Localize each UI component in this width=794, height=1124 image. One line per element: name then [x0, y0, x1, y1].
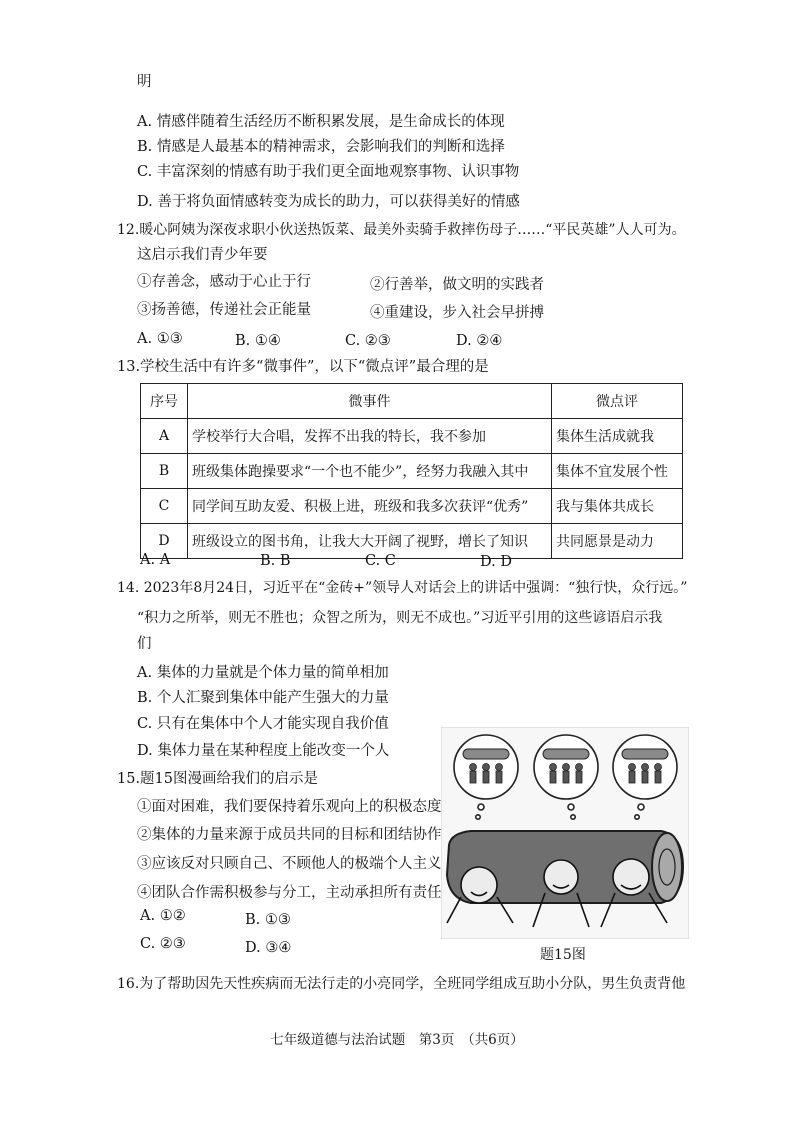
q15-statement-2: ②集体的力量来源于成员共同的目标和团结协作 — [137, 827, 442, 843]
q13-stem: 13.学校生活中有许多“微事件”，以下“微点评”最合理的是 — [117, 359, 489, 375]
q12-stem: 12.暖心阿姨为深夜求职小伙送热饭菜、最美外卖骑手救摔伤母子……“平民英雄”人人可为。 — [117, 222, 686, 238]
q15-choice-c: C. ②③ — [140, 936, 186, 952]
q12-stem-2: 这启示我们青少年要 — [137, 247, 268, 263]
q15-choice-d: D. ③④ — [245, 940, 292, 956]
q12-statement-4: ④重建设，步入社会早拼搏 — [370, 305, 544, 321]
q12-statement-2: ②行善举，做文明的实践者 — [370, 277, 544, 293]
row-event: 同学间互助友爱、积极上进，班级和我多次获评“优秀” — [188, 489, 552, 524]
q15-stem: 15.题15图漫画给我们的启示是 — [117, 771, 319, 787]
q12-statement-1: ①存善念，感动于心止于行 — [137, 274, 311, 290]
table-row — [141, 419, 683, 454]
row-id: C — [141, 489, 188, 524]
table-row — [141, 489, 683, 524]
q11-option-c: C. 丰富深刻的情感有助于我们更全面地观察事物、认识事物 — [137, 164, 520, 180]
q14-option-d: D. 集体力量在某种程度上能改变一个人 — [137, 743, 390, 759]
intro-fragment: 明 — [137, 74, 152, 90]
q14-stem-2: “积力之所举，则无不胜也；众智之所为，则无不成也。”习近平引用的这些谚语启示我 — [137, 610, 663, 626]
q13-choice-d: D. D — [480, 554, 512, 570]
table-row — [141, 454, 683, 489]
q15-statement-4: ④团队合作需积极参与分工，主动承担所有责任 — [137, 885, 442, 901]
q12-choice-d: D. ②④ — [456, 333, 503, 349]
q14-option-a: A. 集体的力量就是个体力量的简单相加 — [137, 665, 389, 681]
q14-stem: 14. 2023年8月24日，习近平在“金砖+”领导人对话会上的讲话中强调：“独行快，众行远。” — [117, 580, 688, 596]
row-event: 班级集体跑操要求“一个也不能少”，经努力我融入其中 — [188, 454, 552, 489]
table-row — [141, 524, 683, 559]
q15-statement-1: ①面对困难，我们要保持着乐观向上的积极态度 — [137, 799, 442, 815]
q12-choice-c: C. ②③ — [345, 333, 391, 349]
q15-choice-a: A. ①② — [140, 908, 186, 924]
q14-option-c: C. 只有在集体中个人才能实现自我价值 — [137, 716, 389, 732]
header-id: 序号 — [141, 384, 188, 419]
header-event: 微事件 — [188, 384, 552, 419]
q13-table — [140, 383, 683, 559]
q14-option-b: B. 个人汇聚到集体中能产生强大的力量 — [137, 690, 389, 706]
row-id: B — [141, 454, 188, 489]
q11-option-d: D. 善于将负面情感转变为成长的助力，可以获得美好的情感 — [137, 194, 520, 210]
q16-stem: 16.为了帮助因先天性疾病而无法行走的小亮同学，全班同学组成互助小分队，男生负责背他 — [117, 976, 686, 992]
row-id: D — [141, 524, 188, 559]
q12-choice-a: A. ①③ — [137, 331, 183, 347]
q14-stem-3: 们 — [137, 636, 152, 652]
row-comment: 共同愿景是动力 — [552, 524, 683, 559]
q15-cartoon-illustration — [441, 727, 689, 939]
row-event: 学校举行大合唱，发挥不出我的特长，我不参加 — [188, 419, 552, 454]
q11-option-b: B. 情感是人最基本的精神需求，会影响我们的判断和选择 — [137, 139, 505, 155]
row-comment: 我与集体共成长 — [552, 489, 683, 524]
q13-choice-b: B. B — [260, 553, 291, 569]
header-comment: 微点评 — [552, 384, 683, 419]
row-event: 班级设立的图书角，让我大大开阔了视野，增长了知识 — [188, 524, 552, 559]
q13-choice-c: C. C — [365, 553, 396, 569]
row-comment: 集体不宜发展个性 — [552, 454, 683, 489]
q13-choice-a: A. A — [140, 552, 171, 568]
row-id: A — [141, 419, 188, 454]
table-header-row — [141, 384, 683, 419]
q11-option-a: A. 情感伴随着生活经历不断积累发展，是生命成长的体现 — [137, 114, 505, 130]
q12-statement-3: ③扬善德，传递社会正能量 — [137, 302, 311, 318]
q15-choice-b: B. ①③ — [245, 912, 291, 928]
q15-figure-caption: 题15图 — [540, 947, 586, 963]
q15-statement-3: ③应该反对只顾自己、不顾他人的极端个人主义 — [137, 856, 442, 872]
page-footer: 七年级道德与法治试题 第3页 （共6页） — [270, 1032, 524, 1048]
q12-choice-b: B. ①④ — [235, 333, 281, 349]
row-comment: 集体生活成就我 — [552, 419, 683, 454]
